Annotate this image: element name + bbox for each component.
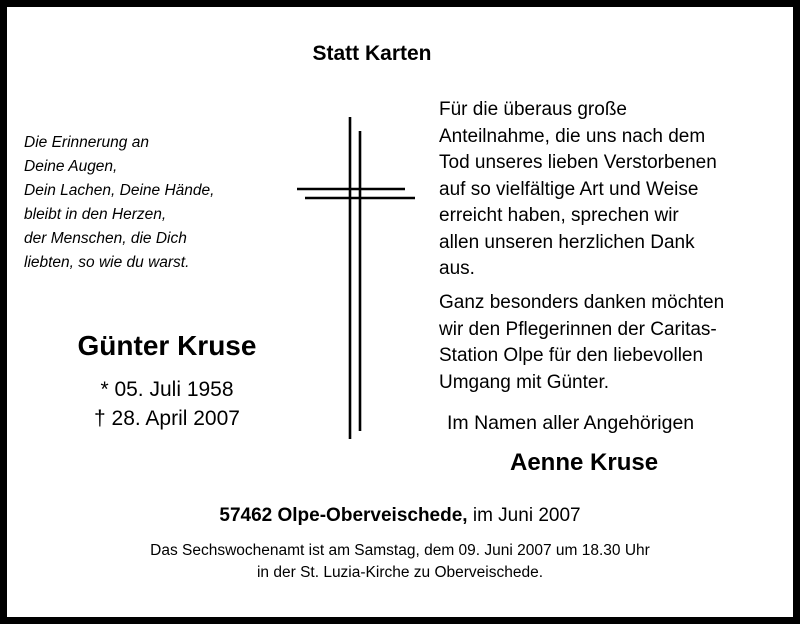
poem: [24, 131, 214, 275]
signer-name: Aenne Kruse: [510, 449, 659, 476]
thanks-line: erreicht haben, sprechen wir: [439, 205, 679, 226]
thanks-line: Anteilnahme, die uns nach dem: [439, 125, 706, 147]
special-thanks-paragraph: [439, 290, 724, 396]
relatives-line: Im Namen aller Angehörigen: [447, 412, 695, 434]
location-place: 57462 Olpe-Oberveischede,: [219, 505, 468, 526]
poem-line: Dein Lachen, Deine Hände,: [24, 182, 215, 199]
location-date: [7, 505, 793, 527]
thanks-line: allen unseren herzlichen Dank: [439, 231, 695, 253]
poem-line: der Menschen, die Dich: [24, 230, 187, 247]
service-announcement: [7, 540, 793, 584]
thanks-line: Ganz besonders danken möchten: [439, 292, 725, 313]
thanks-line: Station Olpe für den liebevollen: [439, 345, 704, 366]
birth-date: * 05. Juli 1958: [100, 378, 234, 401]
thanks-line: aus.: [439, 258, 475, 279]
poem-line: liebten, so wie du warst.: [24, 254, 190, 271]
death-date: † 28. April 2007: [94, 407, 240, 430]
service-line: Das Sechswochenamt ist am Samstag, dem 09. Juni 2007 um 18.30 Uhr: [150, 542, 650, 559]
life-dates: [7, 375, 327, 433]
service-line: in der St. Luzia-Kirche zu Oberveischede.: [256, 564, 544, 581]
thanks-paragraph: [439, 97, 717, 283]
poem-line: Die Erinnerung an: [24, 134, 149, 151]
heading: Statt Karten: [312, 42, 432, 65]
deceased-name: Günter Kruse: [77, 330, 257, 361]
thanks-line: auf so vielfältige Art und Weise: [439, 178, 699, 200]
cross-icon: [297, 117, 417, 447]
thanks-line: Umgang mit Günter.: [439, 371, 610, 393]
poem-line: bleibt in den Herzen,: [24, 206, 167, 223]
thanks-line: Tod unseres lieben Verstorbenen: [439, 152, 717, 173]
location-month: im Juni 2007: [472, 505, 581, 526]
thanks-line: Für die überaus große: [439, 99, 627, 120]
poem-line: Deine Augen,: [24, 158, 118, 175]
thanks-line: wir den Pflegerinnen der Caritas-: [439, 318, 717, 340]
